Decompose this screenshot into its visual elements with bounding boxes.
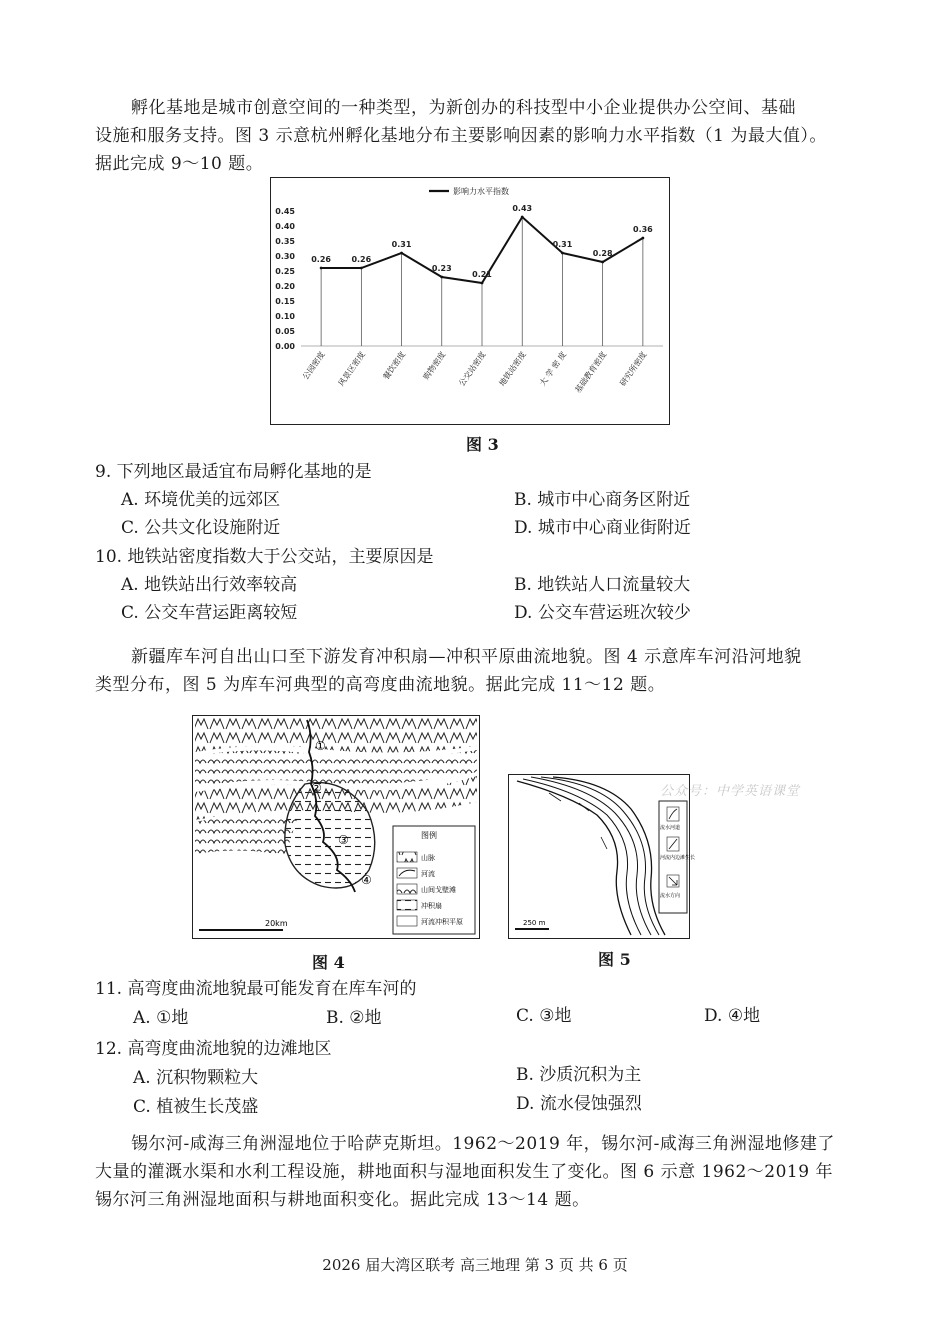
question-10-option-a[interactable]: A. 地铁站出行效率较高 [121,575,298,595]
intro3-line-1: 锡尔河-咸海三角洲湿地位于哈萨克斯坦。1962～2019 年，锡尔河-咸海三角洲湿地修建了 [131,1134,835,1154]
intro2-line-1: 新疆库车河自出山口至下游发育冲积扇—冲积平原曲流地貌。图 4 示意库车河沿河地貌 [131,647,802,667]
question-12-option-c[interactable]: C. 植被生长茂盛 [133,1097,259,1117]
legend-gobi-swatch [397,884,417,894]
data-point [360,267,363,270]
legend-mountain-swatch [397,852,417,862]
intro-paragraph-3 [95,1130,865,1214]
data-label: 0.26 [311,255,331,264]
x-tick-label: 基础教育密度 [573,349,609,395]
marker-1: ① [315,739,326,753]
gobi-belt-upper [195,750,477,788]
question-12-option-a[interactable]: A. 沉积物颗粒大 [133,1068,259,1088]
y-tick-label: 0.45 [275,207,295,216]
intro1-line-2: 设施和服务支持。图 3 示意杭州孵化基地分布主要影响因素的影响力水平指数（1 为最大值）。 [95,126,827,146]
question-12-option-b[interactable]: B. 沙质沉积为主 [516,1065,642,1085]
data-point [601,261,604,264]
question-10-option-d[interactable]: D. 公交车营运班次较少 [514,603,691,623]
question-9-option-d[interactable]: D. 城市中心商业街附近 [514,518,691,538]
meander-channel-1 [523,779,641,935]
data-point [521,216,524,219]
data-point [400,252,403,255]
chart-svg [271,178,669,424]
scale-label: 250 m [523,919,546,927]
intro3-line-2: 大量的灌溉水渠和水利工程设施，耕地面积与湿地面积发生了变化。图 6 示意 1962～2019 年 [95,1162,833,1182]
legend-channel-label: 流水河道 [660,825,681,831]
question-9-option-a[interactable]: A. 环境优美的远郊区 [121,490,281,510]
marker-2: ② [311,781,322,795]
question-11-option-d[interactable]: D. ④地 [704,1006,761,1026]
data-label: 0.31 [552,240,573,249]
data-label: 0.31 [391,240,412,249]
x-tick-label: 餐饮密度 [381,349,408,382]
question-11-stem: 11. 高弯度曲流地貌最可能发育在库车河的 [95,979,417,999]
y-tick-label: 0.00 [275,342,295,351]
data-label: 0.36 [633,225,653,234]
intro-paragraph-1 [95,94,865,178]
figure-5-svg [509,775,696,938]
legend-channel-swatch [667,807,679,821]
legend-river-swatch [397,868,417,878]
figure-3-caption: 图 3 [466,435,499,454]
question-9-stem: 9. 下列地区最适宜布局孵化基地的是 [95,462,372,482]
data-label: 0.26 [351,255,372,264]
data-label: 0.23 [431,264,452,273]
page-footer: 2026 届大湾区联考 高三地理 第 3 页 共 6 页 [322,1256,628,1274]
y-tick-label: 0.40 [275,222,295,231]
mountain-belt-north [195,718,477,753]
legend-plain-label: 河流冲积平原 [421,918,463,926]
question-12-stem: 12. 高弯度曲流地貌的边滩地区 [95,1039,332,1059]
data-point [320,267,323,270]
flow-arrows [549,793,607,849]
question-11-option-a[interactable]: A. ①地 [133,1008,189,1028]
question-10-option-b[interactable]: B. 地铁站人口流量较大 [514,575,691,595]
data-point [440,276,443,279]
x-tick-label: 公园密度 [301,349,327,382]
y-tick-label: 0.30 [275,252,295,261]
intro1-line-3: 据此完成 9～10 题。 [95,154,264,174]
figure-4-svg [193,716,479,938]
question-10-stem: 10. 地铁站密度指数大于公交站，主要原因是 [95,547,434,567]
x-tick-label: 公交站密度 [457,349,488,388]
intro2-line-2: 类型分布，图 5 为库车河典型的高弯度曲流地貌。据此完成 11～12 题。 [95,675,666,695]
y-tick-label: 0.10 [275,312,295,321]
legend-flow-label: 流水方向 [660,893,681,899]
question-11-option-b[interactable]: B. ②地 [326,1008,382,1028]
data-point [481,282,484,285]
legend-plain-swatch [397,916,417,926]
meander-channel-2 [531,777,651,935]
watermark: 公众号：中学英语课堂 [660,784,801,799]
x-tick-label: 风景区密度 [336,349,367,388]
data-label: 0.21 [472,270,492,279]
y-tick-label: 0.05 [275,327,295,336]
intro1-line-1: 孵化基地是城市创意空间的一种类型，为新创办的科技型中小企业提供办公空间、基础 [131,98,796,118]
meander-bank-outer [517,781,631,935]
marker-3: ③ [338,833,349,847]
legend-fan-label: 冲积扇 [421,902,442,910]
question-10-option-c[interactable]: C. 公交车营运距离较短 [121,603,298,623]
legend-fan-swatch [397,900,417,910]
legend-mountain-label: 山脉 [421,854,435,862]
y-tick-label: 0.20 [275,282,295,291]
legend-gobi-label: 山间戈壁滩 [421,886,456,894]
y-tick-label: 0.35 [275,237,295,246]
x-tick-label: 大 学 密 度 [537,349,569,388]
data-label: 0.43 [512,204,533,213]
figure-5-caption: 图 5 [598,950,631,969]
question-12-option-d[interactable]: D. 流水侵蚀强烈 [516,1094,642,1114]
question-9-option-c[interactable]: C. 公共文化设施附近 [121,518,281,538]
x-tick-label: 购物密度 [421,349,448,382]
data-point [641,237,644,240]
figure-4-caption: 图 4 [312,953,345,972]
question-11-option-c[interactable]: C. ③地 [516,1006,572,1026]
data-label: 0.28 [592,249,613,258]
question-9-option-b[interactable]: B. 城市中心商务区附近 [514,490,691,510]
x-tick-label: 地铁站密度 [497,349,528,388]
legend-bar-label: 河流内边滩生长 [660,855,696,861]
x-tick-label: 研究所密度 [618,349,649,388]
figure-4-map [192,715,480,939]
y-tick-label: 0.15 [275,297,295,306]
figure-3-chart [270,177,670,425]
legend-label: 影响力水平指数 [453,187,509,196]
intro3-line-3: 锡尔河三角洲湿地面积与耕地面积变化。据此完成 13～14 题。 [95,1190,590,1210]
marker-4: ④ [361,873,372,887]
gobi-belt-lower [195,814,298,856]
y-tick-label: 0.25 [275,267,295,276]
scale-label: 20km [265,919,288,928]
intro-paragraph-2 [95,643,865,699]
data-point [561,252,564,255]
legend-river-label: 河流 [421,870,435,878]
legend-title: 图例 [421,831,437,840]
